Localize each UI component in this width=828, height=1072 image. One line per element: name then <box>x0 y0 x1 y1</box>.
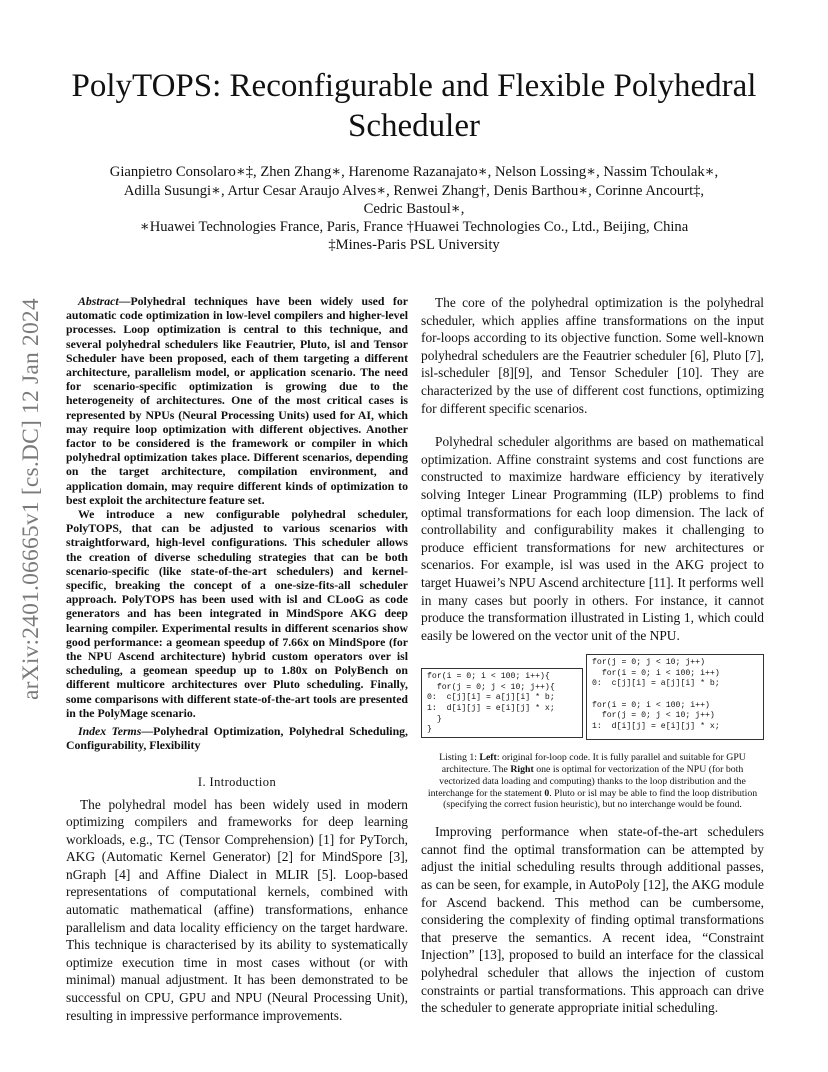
listing-caption <box>423 752 762 811</box>
intro-paragraph-1: The polyhedral model has been widely used in modern optimizing compilers and frameworks for deep learning workloads, e.g., TC (Tensor Comprehension) [1] for PyTorch, AKG (Automatic Kernel Generator) [2] for MindSpore [3], nGraph [4] and Affine Dialect in MLIR [5]. Loop-based representations of computational kernels, combined with automatic mathematical (affine) transformations, enhance parallelism and data locality efficiency on the target hardware. This technique is characterised by its ability to systematically optimize execution time in most cases without (or with minimal) manual adjustment. It has been demonstrated to be successful on CPU, GPU and NPU (Neural Processing Unit), resulting in impressive performance improvements. <box>66 796 408 1023</box>
right-column <box>421 294 764 1017</box>
author-line-3: Cedric Bastoul∗, <box>363 201 465 217</box>
index-terms-text: —Polyhedral Optimization, Polyhedral Scheduling, Configurability, Flexibility <box>66 724 408 753</box>
caption-label: Listing 1: <box>439 752 480 764</box>
caption-right-word: Right <box>510 764 534 776</box>
abstract-text-1: —Polyhedral techniques have been widely used for automatic code optimization in low-level compilers and higher-level processes. Loop optimization is central to this technique, and several polyhedral schedulers like Feautrier, Pluto, isl and Tensor Scheduler have been proposed, each of them targeting a different architecture, parallelism model, or application scenario. The need for scenario-specific optimization is growing due to the heterogeneity of architectures. One of the most critical cases is represented by NPUs (Neural Processing Units) used for AI, which may require loop optimization with different objectives. Another factor to be considered is the framework or compiler in which polyhedral optimization takes place. Different scenarios, depending on the target architecture, compilation environment, and application domain, may require different kinds of optimization to best exploit the architecture feature set. <box>66 294 408 507</box>
listing-right-code: for(j = 0; j < 10; j++) for(i = 0; i < 100; i++) 0: c[j][i] = a[j][i] * b; for(i = 0; i < 100; i++) for(j = 0; j < 10; j++) 1: d[i][j] = e[i][j] * x; <box>586 654 764 740</box>
caption-statement-zero: 0 <box>544 787 550 799</box>
title-line-2: Scheduler <box>348 108 480 144</box>
listing-1 <box>421 654 764 746</box>
author-line-1: Gianpietro Consolaro∗‡, Zhen Zhang∗, Harenome Razanajato∗, Nelson Lossing∗, Nassim Tchoulak∗, <box>109 164 719 180</box>
affiliation-line-2: ‡Mines-Paris PSL University <box>328 237 500 253</box>
caption-part-1: : original for-loop code. It is fully parallel and suitable for GPU architecture. The <box>441 752 746 776</box>
index-terms-label: Index Terms <box>78 724 142 739</box>
author-line-2: Adilla Susungi∗, Artur Cesar Araujo Alves∗, Renwei Zhang†, Denis Barthou∗, Corinne Ancourt‡, <box>123 183 705 199</box>
listing-left-code: for(i = 0; i < 100; i++){ for(j = 0; j < 10; j++){ 0: c[j][i] = a[j][i] * b; 1: d[i][j] = e[i][j] * x; } } <box>421 668 583 738</box>
caption-part-3: . Pluto or isl may be able to find the loop distribution (specifying the correct fusion heuristic), but no interchange would be found. <box>443 787 758 811</box>
paper-title <box>60 66 768 146</box>
affiliation-line-1: ∗Huawei Technologies France, Paris, France †Huawei Technologies Co., Ltd., Beijing, China <box>139 219 689 235</box>
section-heading-introduction: I. Introduction <box>197 774 277 789</box>
caption-left-word: Left <box>479 752 497 764</box>
right-paragraph-3: Improving performance when state-of-the-art schedulers cannot find the optimal transformation can be attempted by adjust the initial scheduling results through additional passes, as can be seen, for example, in AutoPoly [12], the AKG module for Ascend backend. This method can be cumbersome, considering the complexity of finding optimal transformations that preserve the semantics. A recent idea, “Constraint Injection” [13], proposed to build an interface for the classical polyhedral scheduler that allows the injection of custom constraints or partial transformations. This approach can drive the scheduler to generate appropriate initial scheduling. <box>421 824 764 1016</box>
index-terms <box>66 724 408 752</box>
abstract-label: Abstract <box>78 294 119 308</box>
abstract-paragraph-1 <box>66 294 408 507</box>
right-paragraph-2: Polyhedral scheduler algorithms are based on mathematical optimization. Affine constraint systems and cost functions are constructed to maximize hardware efficiency by iteratively solving Integer Linear Programming (ILP) problems to find optimal transformations for each loop dimension. The lack of controllability and configurability makes it challenging to produce efficient transformations for new architectures or scenarios. For example, isl was used in the AKG project to target Huawei’s NPU Ascend architecture [11]. It performs well in many cases but poorly in others. For instance, it cannot produce the transformation illustrated in Listing 1, which could easily be lowered on the vector unit of the NPU. <box>421 434 764 643</box>
caption-part-2: one is optimal for vectorization of the NPU (for both vectorized data loading and computing) thanks to the loop distribution and the interchange for the statement <box>427 764 746 799</box>
left-column <box>66 294 408 1024</box>
abstract-paragraph-2: We introduce a new configurable polyhedral scheduler, PolyTOPS, that can be adjusted to various scenarios with straightforward, high-level configurations. This scheduler allows the creation of diverse scheduling strategies that can be both scenario-specific (like state-of-the-art schedulers) and kernel-specific, breaking the concept of a one-size-fits-all scheduler approach. PolyTOPS has been used with isl and CLooG as code generators and has been integrated in MindSpore AKG deep learning compiler. Experimental results in different scenarios show good performance: a geomean speedup of 7.66x on MindSpore (for the NPU Ascend architecture) hybrid custom operators over isl scheduling, a geomean speedup up to 1.80x on PolyBench on different multicore architectures over Pluto scheduling. Finally, some comparisons with different state-of-the-art tools are presented in the PolyMage scenario. <box>66 507 408 720</box>
right-paragraph-1: The core of the polyhedral optimization is the polyhedral scheduler, which applies affine transformations on the input for-loops according to its objective function. Some well-known polyhedral schedulers are the Feautrier scheduler [6], Pluto [7], isl-scheduler [8][9], and Tensor Scheduler [10]. They are characterized by the use of different cost functions, optimizing for different specific scenarios. <box>421 295 764 416</box>
arxiv-identifier: arXiv:2401.06665v1 [cs.DC] 12 Jan 2024 <box>18 298 44 700</box>
title-line-1: PolyTOPS: Reconfigurable and Flexible Polyhedral <box>71 68 757 104</box>
